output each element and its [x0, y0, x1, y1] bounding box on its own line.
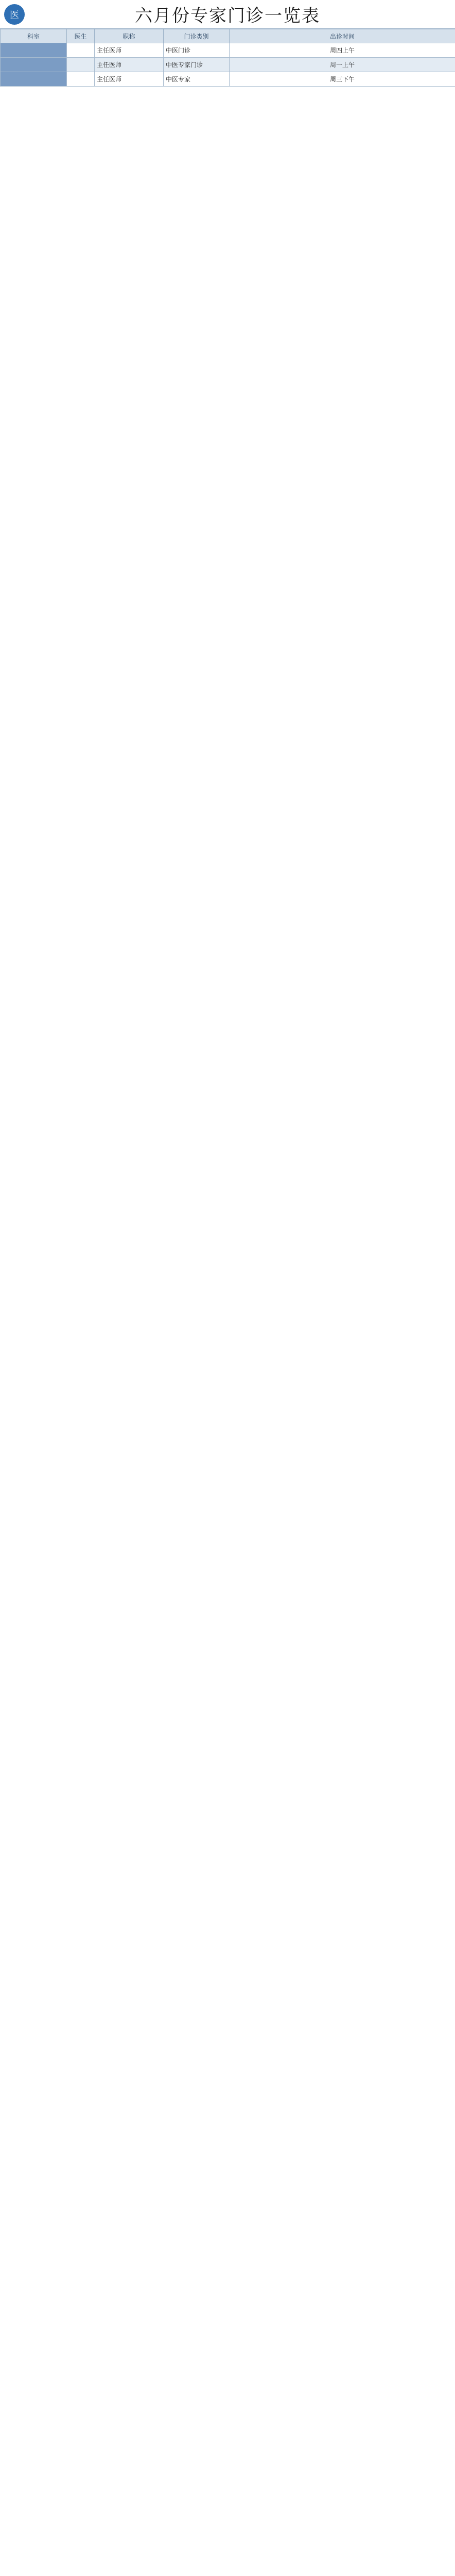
table-row — [1, 72, 455, 87]
title-cell: 主任医师 — [95, 43, 164, 58]
doctor-name-cell — [67, 58, 95, 72]
clinic-type-cell: 中医门诊 — [164, 43, 230, 58]
department-cell — [1, 43, 67, 58]
page-title: 六月份专家门诊一览表 — [135, 6, 320, 26]
column-header-department: 科室 — [1, 29, 67, 43]
hospital-logo: 医 — [4, 4, 25, 25]
column-header-title: 职称 — [95, 29, 164, 43]
table-row — [1, 58, 455, 72]
title-cell: 主任医师 — [95, 58, 164, 72]
column-header-clinic-type: 门诊类别 — [164, 29, 230, 43]
title-cell: 主任医师 — [95, 72, 164, 87]
table-row — [1, 43, 455, 58]
schedule-cell: 周三下午 — [230, 72, 455, 87]
clinic-type-cell: 中医专家 — [164, 72, 230, 87]
clinic-type-cell: 中医专家门诊 — [164, 58, 230, 72]
doctor-name-cell — [67, 43, 95, 58]
department-cell — [1, 72, 67, 87]
title-bar — [0, 0, 455, 29]
table-header-row — [1, 29, 455, 43]
column-header-schedule: 出诊时间 — [230, 29, 455, 43]
table-body — [1, 43, 455, 87]
column-header-doctor: 医生 — [67, 29, 95, 43]
schedule-table — [0, 29, 455, 87]
doctor-name-cell — [67, 72, 95, 87]
schedule-cell: 周四上午 — [230, 43, 455, 58]
schedule-cell: 周一上午 — [230, 58, 455, 72]
department-cell — [1, 58, 67, 72]
